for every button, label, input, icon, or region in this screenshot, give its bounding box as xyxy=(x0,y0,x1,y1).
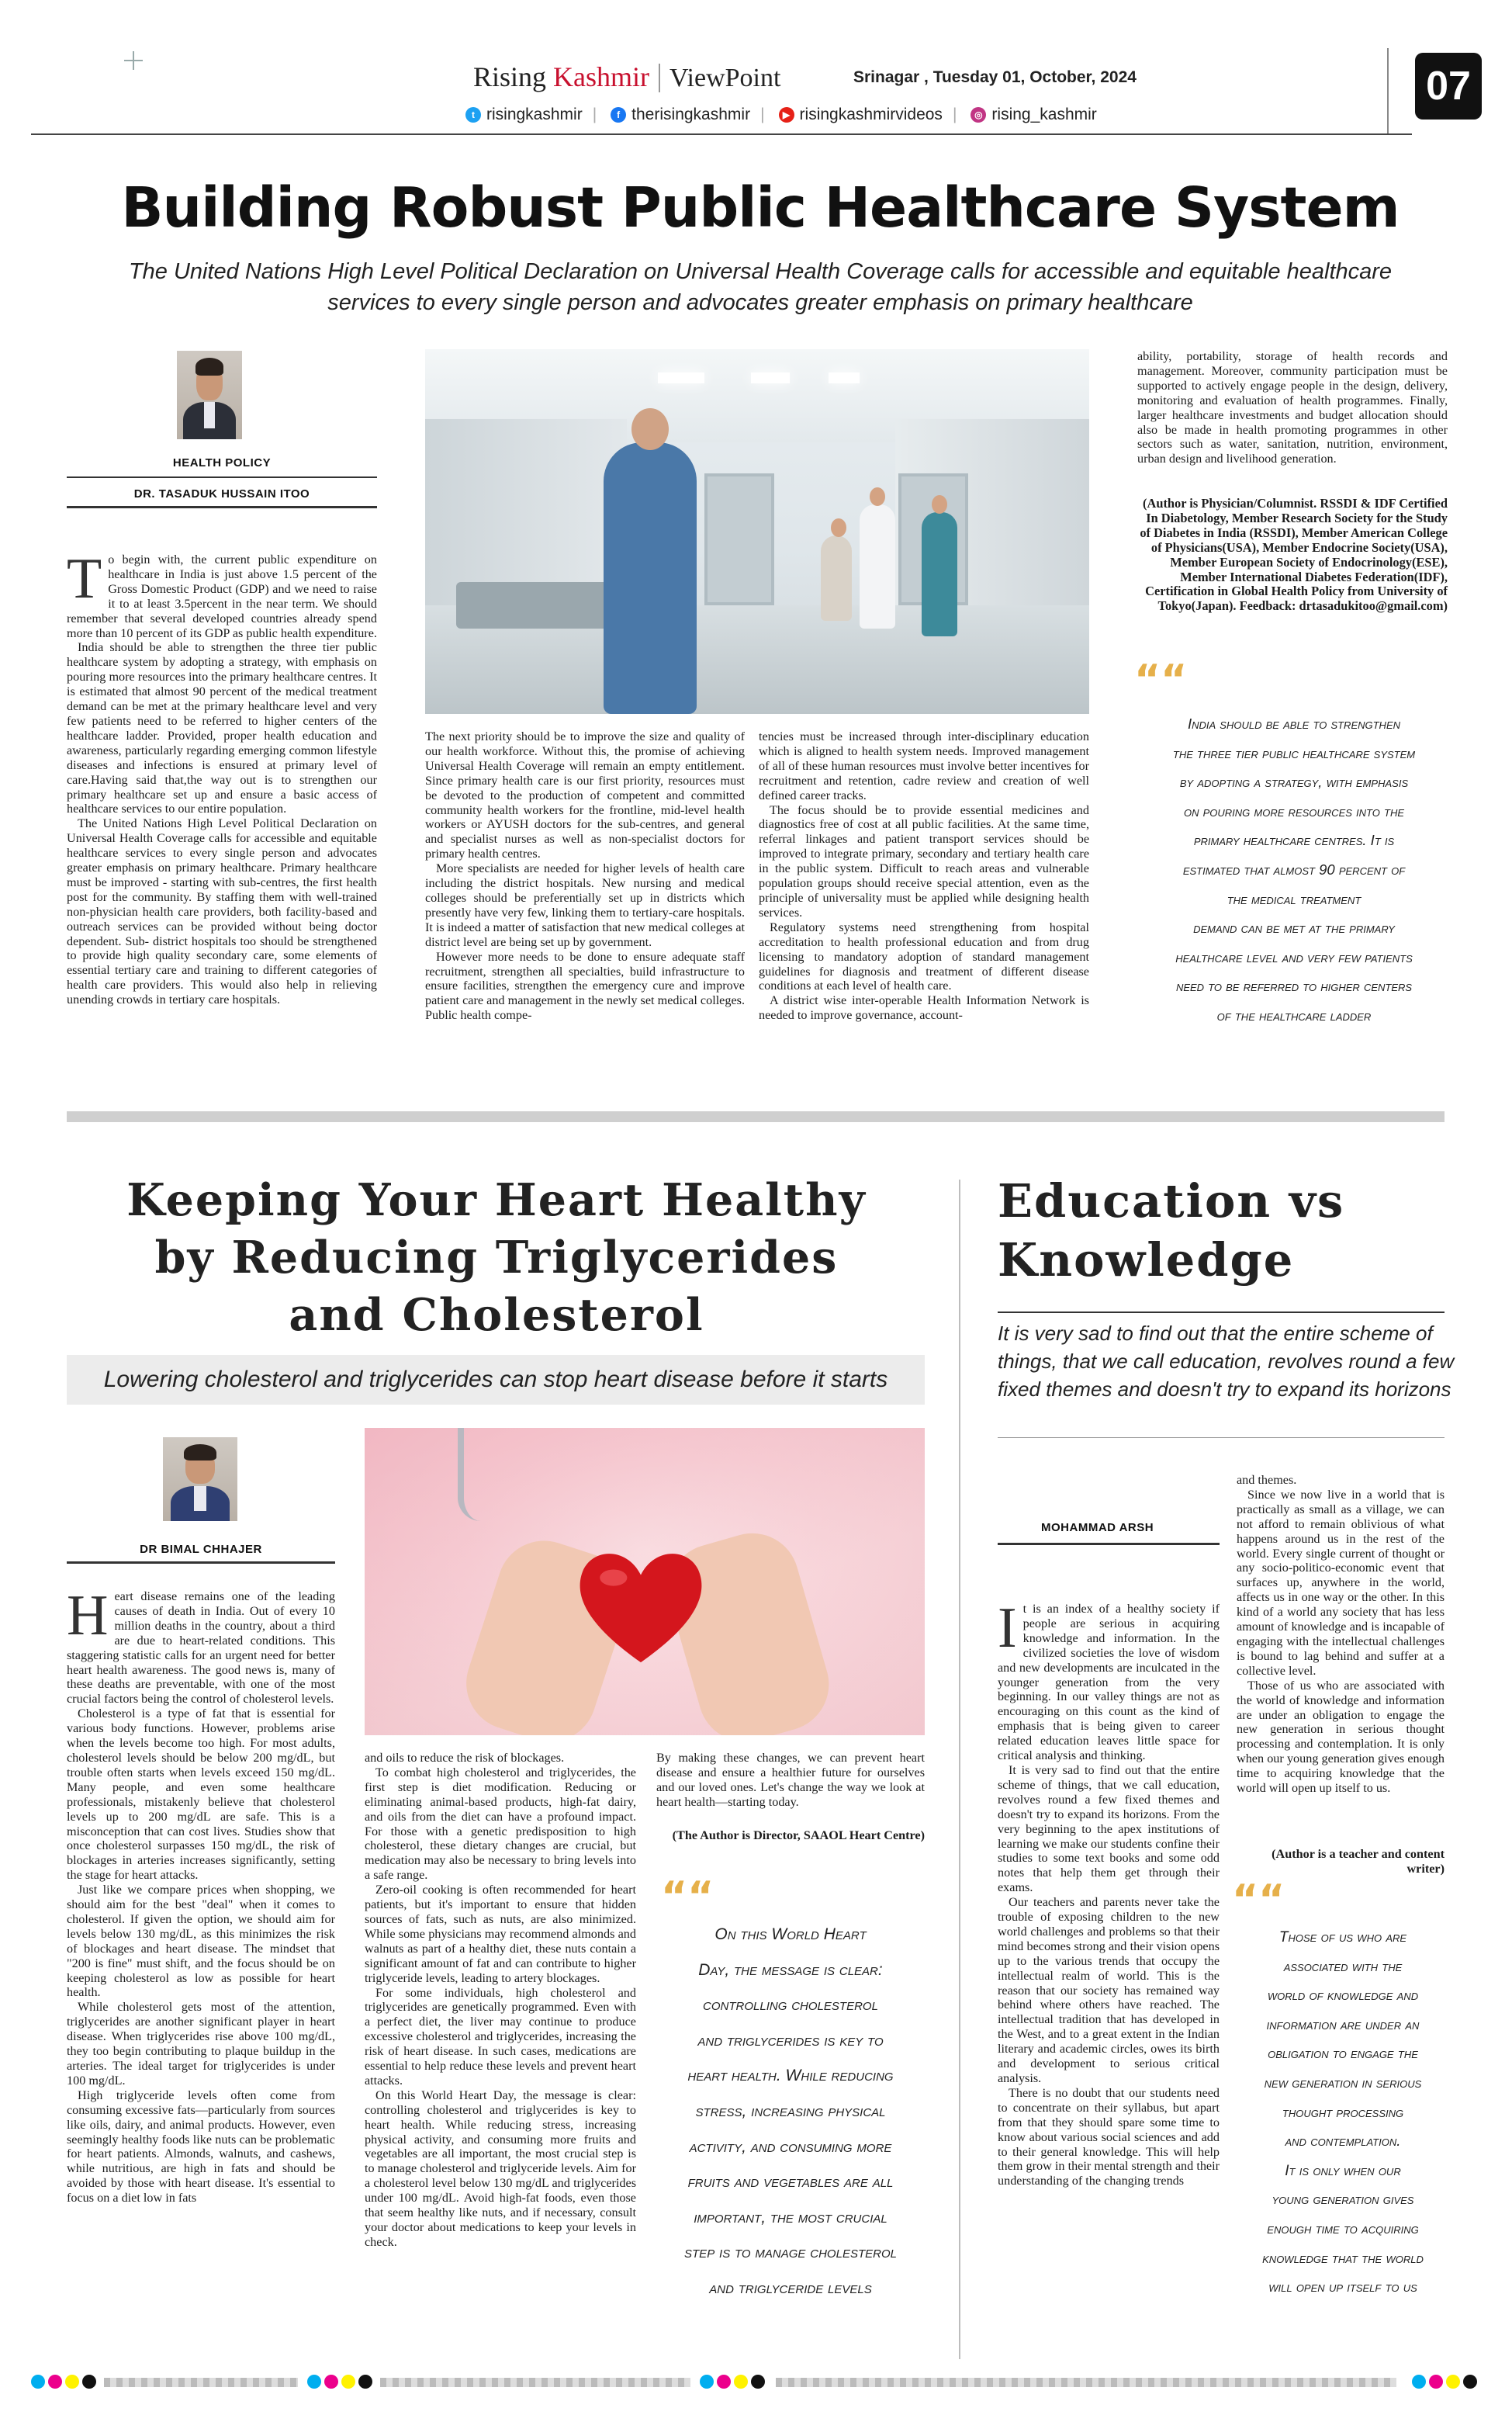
social-handle: risingkashmir xyxy=(486,106,583,123)
paragraph: Just like we compare prices when shopping, we should aim for the best "deal" when it comes to cholesterol. If given the option, we should aim for levels below 130 mg/dL, as this minimizes the risk of blockages and heart disease. The mindset that "200 is fine" must shift, and the focus should be on keeping cholesterol as low as possible for heart health. xyxy=(67,1883,335,2000)
deck-rule xyxy=(998,1312,1445,1313)
brand-name-second: Kashmir xyxy=(553,61,650,92)
article1-column-4 xyxy=(1137,349,1448,466)
masthead xyxy=(31,47,1482,138)
article2-credit: (The Author is Director, SAAOL Heart Centre) xyxy=(672,1828,925,1842)
paragraph: The focus should be to provide essential medicines and diagnostics free of cost at all public facilities. At the same time, referral linkages and patient transport services should be improved to integrate primary, secondary and tertiary health care in the public system. Difficult to reach areas and vulnerable population groups should receive special attention, even as the principle of universality must be applied while designing health services. xyxy=(759,802,1089,920)
pullquote-line: associated with the xyxy=(1283,1958,1403,1975)
brand-name-first: Rising xyxy=(473,61,547,92)
byline-rule xyxy=(67,506,377,508)
pullquote-line: the medical treatment xyxy=(1227,890,1361,907)
paragraph: India should be able to strengthen the three tier public healthcare system by adopting a strategy, with emphasis on pouring more resources into the primary healthcare centres. It is estimated that almost 90 percent of the medical treatment demand can be met at the primary healthcare level and very few patients need to be referred to higher centers of the healthcare ladder. Provided, proper health education and awareness, particularly regarding emerging common lifestyle diseases and infections is ensured at primary level of care.Having said that,the way out is to strengthen our primary healthcare set up and ensure a basic access of healthcare services to our entire population. xyxy=(67,640,377,816)
pullquote-line: new generation in serious xyxy=(1264,2074,1422,2091)
byline-rule xyxy=(998,1543,1220,1545)
pullquote-line: and triglycerides is key to xyxy=(697,2031,884,2050)
paragraph: It is an index of a healthy society if people are serious in acquiring knowledge and information. In the civilized societies the love of wisdom and new developments are inculcated in the younger generation from the very beginning. In our valley things are not as encouraging on this count as the kind of emphasis that is being given to career related education leaves little space for critical analysis and thinking. xyxy=(998,1596,1220,1763)
article1-column-1 xyxy=(67,547,377,1007)
article3-headline xyxy=(998,1172,1463,1290)
pullquote-line: knowledge that the world xyxy=(1262,2250,1424,2267)
paragraph: It is very sad to find out that the entire scheme of things, that we call education, revolves round a few fixed themes and doesn't try to expand its horizons. From the very beginning to the apex institutions of learning we make our students confine their studies to some text books and some odd notes that help them get through their exams. xyxy=(998,1762,1220,1895)
facebook-icon: f xyxy=(611,107,626,123)
article1-column-2 xyxy=(425,729,745,1023)
separator: | xyxy=(952,106,957,123)
pullquote-line: India should be able to strengthen xyxy=(1187,716,1401,732)
article2-byline: DR BIMAL CHHAJER xyxy=(140,1543,262,1556)
dateline: Srinagar , Tuesday 01, October, 2024 xyxy=(853,68,1137,86)
pullquote-line: Those of us who are xyxy=(1278,1929,1407,1946)
headline-line: Education vs xyxy=(998,1174,1345,1228)
paragraph: However more needs to be done to ensure adequate staff recruitment, strengthen all specialties, build infrastructure to ensure facilities, strengthen the emergency cure and improve patient care and management in the newly set medical colleges. Public health compe- xyxy=(425,949,745,1023)
pullquote-line: activity, and consuming more xyxy=(689,2137,892,2156)
article1-column-3 xyxy=(759,729,1089,1023)
article2-column-3 xyxy=(656,1751,925,1810)
pullquote-line: by adopting a strategy, with emphasis xyxy=(1179,774,1409,791)
hospital-corridor-photo xyxy=(425,349,1089,714)
pullquote-line: heart health. While reducing xyxy=(687,2067,894,2085)
pullquote-line: young generation gives xyxy=(1272,2192,1414,2209)
page-number: 07 xyxy=(1415,53,1482,120)
pullquote-line: On this World Heart xyxy=(714,1925,867,1943)
headline-line: and Cholesterol xyxy=(289,1289,704,1341)
paragraph: Zero-oil cooking is often recommended for heart patients, but it's important to ensure that hidden sources of fats, such as nuts, are also minimized. While some physicians may recommend almonds and walnuts as part of a healthy diet, these nuts contain a significant amount of fat and can contribute to higher triglyceride levels, leading to artery blockages. xyxy=(365,1883,636,1985)
paragraph: High triglyceride levels often come from consuming excessive fats—particularly from sources like oils, dairy, and animal products. However, even seemingly healthy foods like nuts can be problematic for heart patients. Almonds, walnuts, and cashews, while nutritious, are high in fats and should be avoided by those with heart disease. It's essential to focus on a diet low in fats xyxy=(67,2088,335,2206)
article1-pullquote xyxy=(1140,709,1448,1031)
article1-deck: The United Nations High Level Political Declaration on Universal Health Coverage calls for accessible and equitable healthcare services to every single person and advocates greater emphasis on primary healthcare xyxy=(128,259,1393,315)
twitter-icon: t xyxy=(465,107,481,123)
headline-line: by Reducing Triglycerides xyxy=(154,1232,839,1284)
masthead-divider xyxy=(1387,48,1389,133)
pullquote-line: Day, the message is clear: xyxy=(698,1960,883,1979)
paragraph: While cholesterol gets most of the attention, triglycerides are another significant player in heart disease. When triglycerides rise above 100 mg/dL, they too begin contributing to plaque buildup in the arteries. The ideal target for triglycerides is under 100 mg/dL. xyxy=(67,2000,335,2088)
social-link[interactable] xyxy=(971,106,1096,124)
article1-credit: (Author is Physician/Columnist. RSSDI & IDF Certified In Diabetology, Member Research Society for the Study of Diabetes in India (RSSDI), Member American College of Physicians(USA), Member Endocrine Society(USA), Member European Society of Endocrinology(ESE), Member International Diabetes Federation(IDF), Certification in Global Health Policy from University of Tokyo(Japan). Feedback: drtasadukitoo@gmail.com) xyxy=(1140,496,1448,614)
article2-pullquote xyxy=(656,1917,925,2306)
pullquote-line: of the healthcare ladder xyxy=(1216,1007,1372,1024)
paragraph: The next priority should be to improve the size and quality of our health workforce. Without this, the promise of achieving Universal Health Coverage will remain an empty entitlement. Since primary health care is our first priority, resources must be devoted to the production of competent and committed community health workers for the frontline, mid-level health workers or AYUSH doctors for the sub-centres, and general and specialist nurses as well as non-specialist doctors for primary health centres. xyxy=(425,729,745,861)
paragraph: To combat high cholesterol and triglycerides, the first step is diet modification. Reducing or eliminating animal-based products, high-fat dairy, and oils from the diet can have a profound impact. For those with a genetic predisposition to high cholesterol, these dietary changes are crucial, but medication may also be necessary to bring levels into a safe range. xyxy=(365,1765,636,1883)
paragraph: Cholesterol is a type of fat that is essential for various body functions. However, problems arise when the levels become too high. For most adults, cholesterol levels should be below 200 mg/dL, but trouble often starts when levels exceed 150 mg/dL. Many people, and even some healthcare professionals, mistakenly believe that cholesterol levels up to 200 mg/dL are safe. This is a misconception that can cost lives. Studies show that once cholesterol surpasses 150 mg/dL, the risk of blockages in arteries increases significantly, setting the stage for heart attacks. xyxy=(67,1707,335,1883)
paragraph: More specialists are needed for higher levels of health care including the district hospitals. New nursing and medical colleges should be preferentially set up in districts which presently have very few, linking them to tertiary-care hospitals. It is indeed a matter of satisfaction that new medical colleges at district level are being set up by government. xyxy=(425,861,745,949)
article2-column-2 xyxy=(365,1751,636,2250)
section-divider xyxy=(67,1111,1445,1122)
social-link[interactable] xyxy=(611,106,764,124)
quote-icon: ““ xyxy=(661,1873,714,1920)
pullquote-line: and triglyceride levels xyxy=(709,2278,872,2297)
deck-rule xyxy=(998,1437,1445,1438)
article3-deck: It is very sad to find out that the entire scheme of things, that we call education, revolves round a few fixed themes and doesn't try to expand its horizons xyxy=(998,1322,1455,1401)
social-links xyxy=(465,106,1097,124)
article3-credit: (Author is a teacher and content writer) xyxy=(1272,1847,1445,1876)
paragraph: A district wise inter-operable Health Information Network is needed to improve governance, account- xyxy=(759,993,1089,1023)
drop-cap: T xyxy=(67,547,102,611)
pullquote-line: the three tier public healthcare system xyxy=(1172,744,1416,761)
article2-deck: Lowering cholesterol and triglycerides can stop heart disease before it starts xyxy=(67,1355,925,1405)
article2-headline xyxy=(93,1172,900,1344)
article1-byline: DR. TASADUK HUSSAIN ITOO xyxy=(133,487,310,501)
section-name: ViewPoint xyxy=(659,64,780,92)
pullquote-line: fruits and vegetables are all xyxy=(687,2173,894,2192)
pullquote-line: world of knowledge and xyxy=(1267,1987,1419,2005)
paragraph: Our teachers and parents never take the trouble of exposing children to the new world challenges and problems so that their mind becomes strong and their vision opens up to the various trends that occupy the intellectual realm of world. This is the reason that our society has remained way behind where others have reached. The intellectual tradition that has developed in the West, and to a great extent in the Indian literary and academic circles, owes its birth and development to serious critical analysis. xyxy=(998,1895,1220,2085)
pullquote-line: It is only when our xyxy=(1285,2162,1401,2179)
article2-column-1 xyxy=(67,1584,335,2206)
social-link[interactable] xyxy=(779,106,957,124)
print-color-bar xyxy=(31,2375,1482,2392)
pullquote-line: information are under an xyxy=(1266,2016,1420,2033)
article1-headline: Building Robust Public Healthcare System xyxy=(121,175,1400,240)
pullquote-line: stress, increasing physical xyxy=(695,2102,886,2120)
kicker-rule xyxy=(67,476,377,478)
author-photo-bimal xyxy=(163,1437,237,1521)
paragraph: and oils to reduce the risk of blockages. xyxy=(365,1751,565,1765)
pullquote-line: demand can be met at the primary xyxy=(1193,920,1395,937)
instagram-icon: ◎ xyxy=(971,107,986,123)
paragraph: There is no doubt that our students need to concentrate on their syllabus, but apart from that they should spare some time to know about various social sciences and add to their general knowledge. This will help them grow in their mental strength and their understanding of the changing trends xyxy=(998,2085,1220,2188)
paragraph: By making these changes, we can prevent heart disease and ensure a healthier future for ourselves and our loved ones. Let's change the way we look at heart health—starting today. xyxy=(656,1751,925,1809)
article3-byline: MOHAMMAD ARSH xyxy=(1041,1521,1154,1534)
social-handle: therisingkashmir xyxy=(631,106,751,123)
paragraph: Since we now live in a world that is practically as small as a village, we can not afford to remain oblivious of what happens around us in the rest of the world. Every single current of thought or any socio-politico-economic event that surfaces up, anywhere in the world, affects us in one way or the other. In this kind of a world any society that has less amount of knowledge and is incapable of engaging with the intellectual challenges is bound to lag behind and suffer at a collective level. xyxy=(1237,1487,1445,1678)
article3-pullquote xyxy=(1237,1923,1449,2303)
paragraph: The United Nations High Level Political Declaration on Universal Health Coverage calls for accessible and equitable healthcare services to every single person and advocates greater emphasis on primary healthcare. Primary healthcare must be improved - starting with sub-centres, the first health post for the community. By staffing them with well-trained non-physician health care providers, both facility-based and outreach services can be provided without being doctor dependent. Sub- district hospitals too should be strengthened to provide high quality secondary care, some elements of essential tertiary care and training to different categories of health care providers. This would also help in relieving unending crowds in tertiary care hospitals. xyxy=(67,816,377,1007)
pullquote-line: on pouring more resources into the xyxy=(1183,802,1405,819)
pullquote-line: enough time to acquiring xyxy=(1267,2220,1419,2237)
drop-cap: H xyxy=(67,1584,109,1648)
pullquote-line: important, the most crucial xyxy=(694,2208,887,2226)
paragraph: ability, portability, storage of health records and management. Moreover, community participation must be supported to actively engage people in the design, delivery, monitoring and evaluation of health programmes. Finally, larger healthcare investments and budget allocation should also be made in health promoting programmes in other sectors such as water, sanitation, nutrition, environment, urban design and livelihood generation. xyxy=(1137,349,1448,466)
byline-rule xyxy=(67,1561,335,1564)
separator: | xyxy=(760,106,765,123)
paragraph: For some individuals, high cholesterol and triglycerides are genetically programmed. Even with a perfect diet, the liver may continue to produce excessive cholesterol and triglycerides, increasing the risk of heart disease. In such cases, medications are essential to help reduce these levels and prevent heart attacks. xyxy=(365,1985,636,2088)
paragraph: On this World Heart Day, the message is clear: controlling cholesterol and triglycerides is key to heart health. While reducing stress, increasing physical activity, and consuming more fruits and vegetables are all important, the most crucial step is to manage cholesterol and triglyceride levels. Aim for a cholesterol level below 130 mg/dL and triglycerides under 100 mg/dL. Avoid high-fat foods, even those that seem healthy like nuts, and if necessary, consult your doctor about medications to keep your levels in check. xyxy=(365,2088,636,2249)
headline-line: Knowledge xyxy=(998,1233,1295,1287)
pullquote-line: obligation to engage the xyxy=(1268,2046,1418,2063)
social-link[interactable] xyxy=(465,106,597,124)
author-photo-tasaduk xyxy=(177,351,242,439)
social-handle: rising_kashmir xyxy=(991,106,1097,123)
article1-kicker: HEALTH POLICY xyxy=(172,456,272,470)
pullquote-line: thought processing xyxy=(1282,2104,1404,2121)
column-divider xyxy=(959,1180,960,2359)
headline-line: Keeping Your Heart Healthy xyxy=(126,1174,867,1226)
paragraph: Heart disease remains one of the leading causes of death in India. Out of every 10 million deaths in the country, about a third are due to heart-related conditions. This staggering statistic calls for an urgent need for better heart health awareness. The good news is, many of these deaths are preventable, with one of the most crucial factors being the control of cholesterol levels. xyxy=(67,1584,335,1707)
pullquote-line: and contemplation. xyxy=(1285,2133,1401,2150)
pullquote-line: healthcare level and very few patients xyxy=(1175,948,1413,965)
paragraph: tencies must be increased through inter-disciplinary education which is aligned to health system needs. Improved management of all of these human resources must involve better incentives for recruitment and retention, cadre review and creation of well defined career tracks. xyxy=(759,729,1089,802)
pullquote-line: will open up itself to us xyxy=(1268,2279,1417,2296)
heart-icon xyxy=(573,1544,709,1668)
article3-column-2 xyxy=(1237,1473,1445,1796)
paragraph: Those of us who are associated with the world of knowledge and information are under an obligation to engage the new generation in serious thought processing and contemplation. It is only when our young generation gives enough time to acquiring knowledge that the world will open up itself to us. xyxy=(1237,1678,1445,1796)
drop-cap: I xyxy=(998,1596,1017,1660)
brand-logo[interactable] xyxy=(473,61,780,93)
pullquote-line: estimated that almost 90 percent of xyxy=(1182,861,1406,878)
separator: | xyxy=(592,106,597,123)
pullquote-line: step is to manage cholesterol xyxy=(684,2244,897,2262)
paragraph: To begin with, the current public expenditure on healthcare in India is just above 1.5 percent of the Gross Domestic Product (GDP) and we need to raise it to at least 3.5percent in the near term. We should remember that several developed countries already spend more than 10 percent of its GDP as public health expenditure. xyxy=(67,547,377,640)
social-handle: risingkashmirvideos xyxy=(799,106,943,123)
youtube-icon: ▶ xyxy=(779,107,794,123)
masthead-rule xyxy=(31,133,1412,135)
paragraph: Regulatory systems need strengthening from hospital accreditation to health professional education and from drug licensing to mandatory adoption of standard management guidelines for diagnosis and treatment of different disease conditions at each level of health care. xyxy=(759,920,1089,993)
article3-column-1 xyxy=(998,1596,1220,2188)
quote-icon: ““ xyxy=(1134,657,1188,703)
heart-in-hands-photo xyxy=(365,1428,925,1735)
quote-icon: ““ xyxy=(1232,1876,1285,1923)
pullquote-line: need to be referred to higher centers xyxy=(1175,978,1413,995)
pullquote-line: controlling cholesterol xyxy=(703,1996,878,2015)
paragraph: and themes. xyxy=(1237,1473,1297,1487)
pullquote-line: primary healthcare centres. It is xyxy=(1193,832,1395,849)
